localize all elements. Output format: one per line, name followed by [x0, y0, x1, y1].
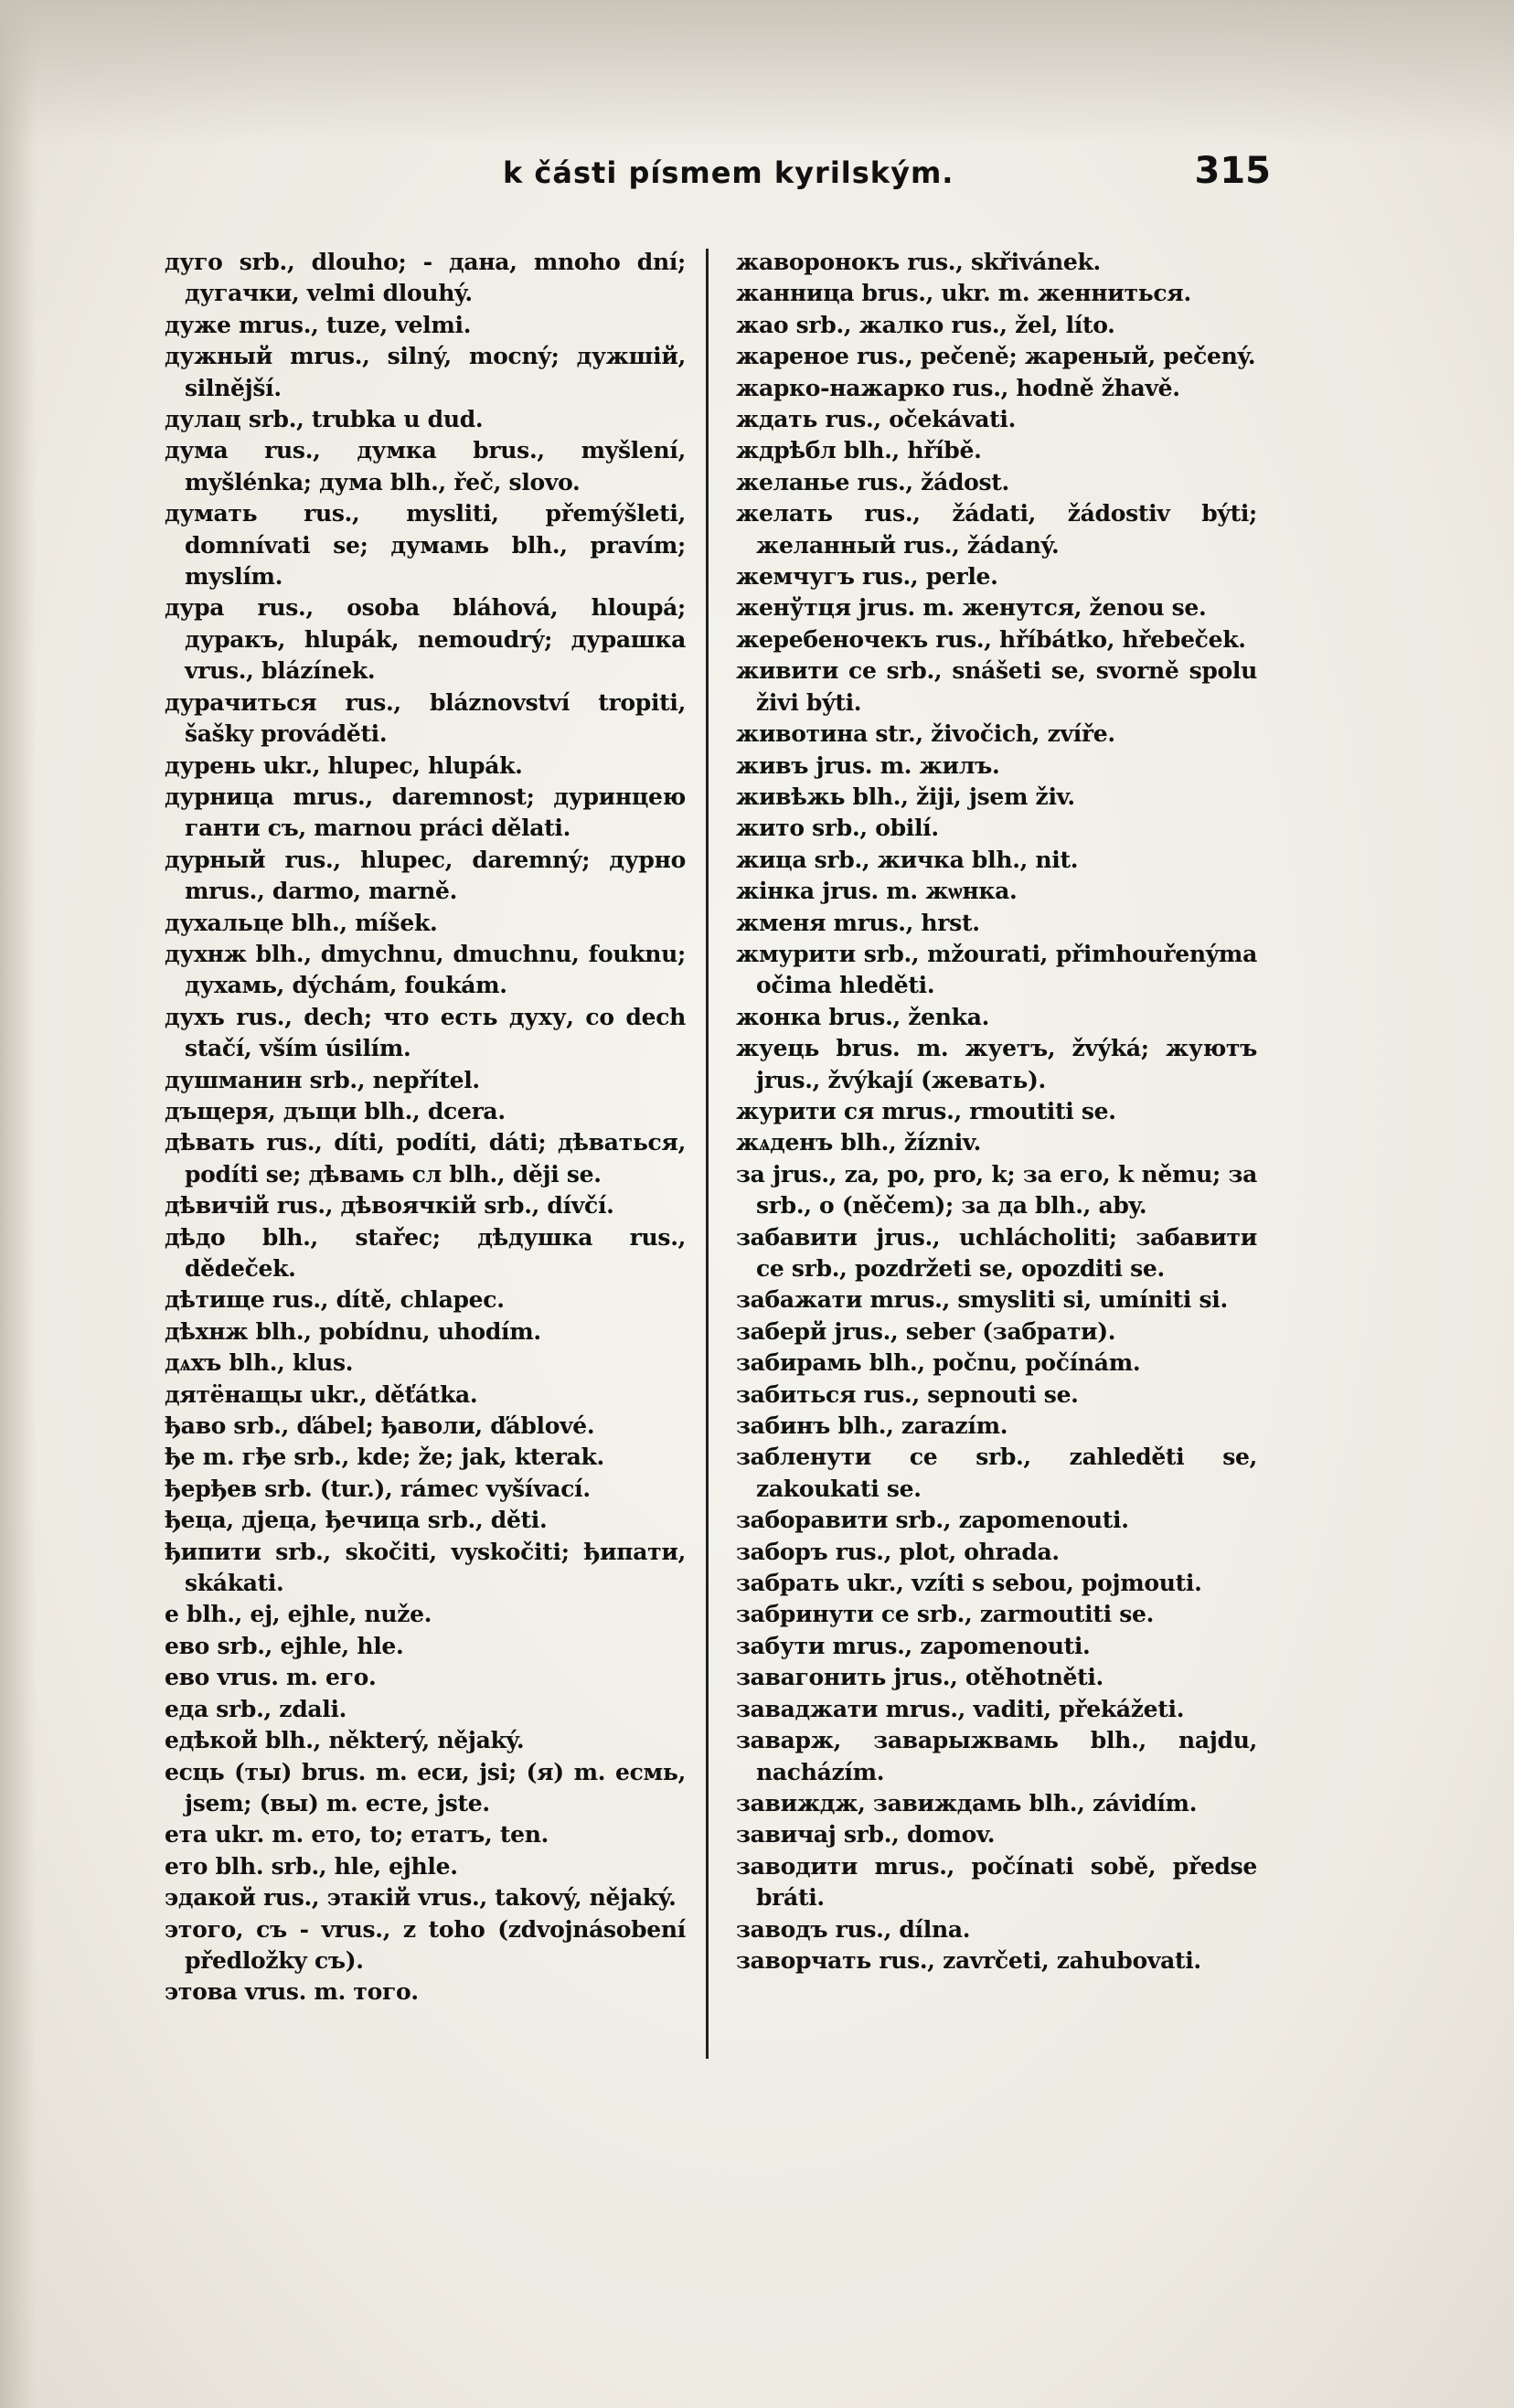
dictionary-entry: жарко-нажарко rus., hodně žhavě. — [736, 374, 1180, 401]
dictionary-entry: есць (ты) brus. m. еси, jsi; (я) m. есмь, jsem; (вы) m. есте, jste. — [165, 1758, 686, 1817]
dictionary-entry: живъ jrus. m. жилъ. — [736, 751, 1000, 779]
dictionary-entry: ђерђев srb. (tur.), rámec vyšívací. — [165, 1475, 591, 1502]
dictionary-entry: желать rus., žádati, žádostiv býti; желанный rus., žádaný. — [736, 500, 1257, 559]
dictionary-entry: женўтця jrus. m. женутся, ženou se. — [736, 594, 1207, 622]
dictionary-entry: забленути се srb., zahleděti se, zakoukati se. — [736, 1444, 1257, 1502]
dictionary-entry: дѧхъ blh., klus. — [165, 1349, 354, 1377]
dictionary-entry: завиждж, завиждамь blh., závidím. — [736, 1789, 1198, 1817]
dictionary-entry: журити ся mrus., rmoutiti se. — [736, 1097, 1116, 1124]
dictionary-entry: жуець brus. m. жуетъ, žvýká; жуютъ jrus., žvýkají (жевать). — [736, 1035, 1257, 1093]
dictionary-entry: жѧденъ blh., žízniv. — [736, 1129, 982, 1156]
dictionary-entry: дѣтище rus., dítě, chlapec. — [165, 1286, 505, 1314]
dictionary-entry: забрать ukr., vzíti s sebou, pojmouti. — [736, 1570, 1202, 1597]
dictionary-entry: заворчать rus., zavrčeti, zahubovati. — [736, 1946, 1201, 1974]
dictionary-entry: заберй jrus., seber (забрати). — [736, 1317, 1116, 1345]
dictionary-entry: заводити mrus., počínati sobě, předse bráti. — [736, 1852, 1257, 1912]
dictionary-entry: ждать rus., očekávati. — [736, 406, 1016, 433]
dictionary-entry: дуже mrus., tuze, velmi. — [165, 311, 472, 338]
dictionary-entry: дурень ukr., hlupec, hlupák. — [165, 751, 523, 779]
dictionary-entry: дѣдо blh., stařec; дѣдушка rus., dědeček. — [165, 1223, 686, 1282]
dictionary-entry: завагонить jrus., otěhotněti. — [736, 1664, 1104, 1691]
dictionary-entry: ето blh. srb., hle, ejhle. — [165, 1852, 458, 1880]
dictionary-entry: дѣхнж blh., pobídnu, uhodím. — [165, 1317, 541, 1345]
dictionary-entry: заборъ rus., plot, ohrada. — [736, 1538, 1060, 1565]
dictionary-entry: еда srb., zdali. — [165, 1695, 347, 1722]
right-column — [736, 247, 1257, 1976]
dictionary-entry: дурный rus., hlupec, daremný; дурно mrus., darmo, marně. — [165, 846, 686, 905]
dictionary-entry: дѣвичій rus., дѣвоячкій srb., dívčí. — [165, 1192, 614, 1220]
dictionary-entry: духальце blh., míšek. — [165, 909, 438, 936]
dictionary-entry: жемчугъ rus., perle. — [736, 563, 998, 591]
dictionary-entry: едѣкой blh., některý, nějaký. — [165, 1727, 525, 1754]
dictionary-entry: духнж blh., dmychnu, dmuchnu, fouknu; духамь, dýchám, foukám. — [165, 940, 686, 999]
dictionary-entry: завичај srb., domov. — [736, 1821, 996, 1849]
dictionary-entry: ђаво srb., ďábel; ђаволи, ďáblové. — [165, 1412, 595, 1440]
dictionary-entry: жица srb., жичка blh., nit. — [736, 846, 1079, 873]
dictionary-entry: заводъ rus., dílna. — [736, 1915, 971, 1943]
dictionary-entry: жінка jrus. m. жѡнка. — [736, 878, 1018, 905]
left-column — [165, 247, 686, 2008]
dictionary-entry: забавити jrus., uchlácholiti; забавити се srb., pozdržeti se, opozditi se. — [736, 1223, 1257, 1282]
dictionary-entry: ђеца, дјеца, ђечица srb., děti. — [165, 1507, 548, 1534]
dictionary-entry: этого, съ - vrus., z toho (zdvojnásobení předložky съ). — [165, 1915, 686, 1974]
dictionary-entry: дуго srb., dlouho; - дана, mnoho dní; дугачки, velmi dlouhý. — [165, 249, 686, 307]
dictionary-entry: духъ rus., dech; что есть духу, co dech stačí, vším úsilím. — [165, 1003, 686, 1062]
dictionary-entry: е blh., ej, ejhle, nuže. — [165, 1601, 432, 1628]
dictionary-entry: жареное rus., pečeně; жареный, pečený. — [736, 343, 1256, 370]
dictionary-entry: дурница mrus., daremnost; дуринцею ганти съ, marnou práci dělati. — [165, 783, 686, 842]
dictionary-entry: желанье rus., žádost. — [736, 468, 1009, 495]
dictionary-entry: душманин srb., nepřítel. — [165, 1066, 480, 1093]
dictionary-entry: жито srb., obilí. — [736, 815, 939, 842]
dictionary-entry: думать rus., mysliti, přemýšleti, domnívati se; думамь blh., pravím; myslím. — [165, 500, 686, 591]
dictionary-entry: дужный mrus., silný, mocný; дужшій, silnější. — [165, 343, 686, 401]
dictionary-entry: дурачиться rus., bláznovství tropiti, šašky prováděti. — [165, 688, 686, 748]
dictionary-entry: за jrus., za, po, pro, k; за его, k němu; за srb., o (něčem); за да blh., aby. — [736, 1160, 1257, 1220]
scan-top-edge — [0, 0, 1514, 146]
column-divider — [706, 249, 709, 2059]
dictionary-entry: ждрѣбл blh., hříbě. — [736, 437, 982, 464]
dictionary-entry: этова vrus. m. того. — [165, 1978, 419, 2006]
dictionary-entry: дъщеря, дъщи blh., dcera. — [165, 1097, 506, 1124]
dictionary-entry: жмурити srb., mžourati, přimhouřenýma očima hleděti. — [736, 940, 1257, 999]
page-number: 315 — [1194, 150, 1271, 192]
dictionary-entry: живити се srb., snášeti se, svorně spolu živi býti. — [736, 657, 1257, 716]
dictionary-entry: жанница brus., ukr. m. женниться. — [736, 280, 1191, 307]
dictionary-entry: эдакой rus., этакій vrus., takový, nějaký. — [165, 1884, 677, 1912]
running-head: k části písmem kyrilským. — [503, 155, 954, 190]
dictionary-entry: жаворонокъ rus., skřivánek. — [736, 249, 1101, 275]
dictionary-entry: забинъ blh., zarazím. — [736, 1412, 1008, 1440]
page-header — [165, 150, 1271, 210]
dictionary-entry: забиться rus., sepnouti se. — [736, 1380, 1079, 1408]
dictionary-entry: дулац srb., trubka u dud. — [165, 406, 484, 433]
dictionary-entry: жонка brus., ženka. — [736, 1003, 989, 1030]
dictionary-entry: ђипити srb., skočiti, vyskočiti; ђипати, skákati. — [165, 1538, 686, 1597]
dictionary-entry: дятёнащы ukr., děťátka. — [165, 1380, 478, 1408]
dictionary-entry: дѣвать rus., díti, podíti, dáti; дѣваться, podíti se; дѣвамь сл blh., ději se. — [165, 1129, 686, 1188]
dictionary-entry: дура rus., osoba bláhová, hloupá; дуракъ, hlupák, nemoudrý; дурашка vrus., blázínek. — [165, 594, 686, 685]
dictionary-entry: заборавити srb., zapomenouti. — [736, 1507, 1129, 1534]
dictionary-entry: забути mrus., zapomenouti. — [736, 1632, 1091, 1659]
dictionary-entry: животина str., živočich, zvíře. — [736, 720, 1115, 748]
dictionary-entry: заварж, заварыжвамь blh., najdu, nacházím. — [736, 1727, 1257, 1785]
dictionary-entry: забринути се srb., zarmoutiti se. — [736, 1601, 1155, 1628]
dictionary-entry: жеребеночекъ rus., hříbátko, hřebeček. — [736, 625, 1246, 653]
dictionary-entry: ета ukr. m. ето, to; етатъ, ten. — [165, 1821, 549, 1849]
dictionary-entry: забирамь blh., počnu, počínám. — [736, 1349, 1141, 1377]
dictionary-entry: ђе m. гђе srb., kde; že; jak, kterak. — [165, 1444, 604, 1471]
dictionary-entry: заваджати mrus., vaditi, překážeti. — [736, 1695, 1185, 1722]
dictionary-entry: ево vrus. m. его. — [165, 1664, 377, 1691]
dictionary-entry: живѣжь blh., žiji, jsem živ. — [736, 783, 1075, 810]
dictionary-entry: жао srb., жалко rus., žel, líto. — [736, 311, 1115, 338]
dictionary-entry: забажати mrus., smysliti si, umíniti si. — [736, 1286, 1228, 1314]
dictionary-entry: жменя mrus., hrst. — [736, 909, 980, 936]
dictionary-entry: ево srb., ejhle, hle. — [165, 1632, 404, 1659]
dictionary-entry: дума rus., думка brus., myšlení, myšlénka; дума blh., řeč, slovo. — [165, 437, 686, 495]
scan-left-edge — [0, 0, 37, 2408]
